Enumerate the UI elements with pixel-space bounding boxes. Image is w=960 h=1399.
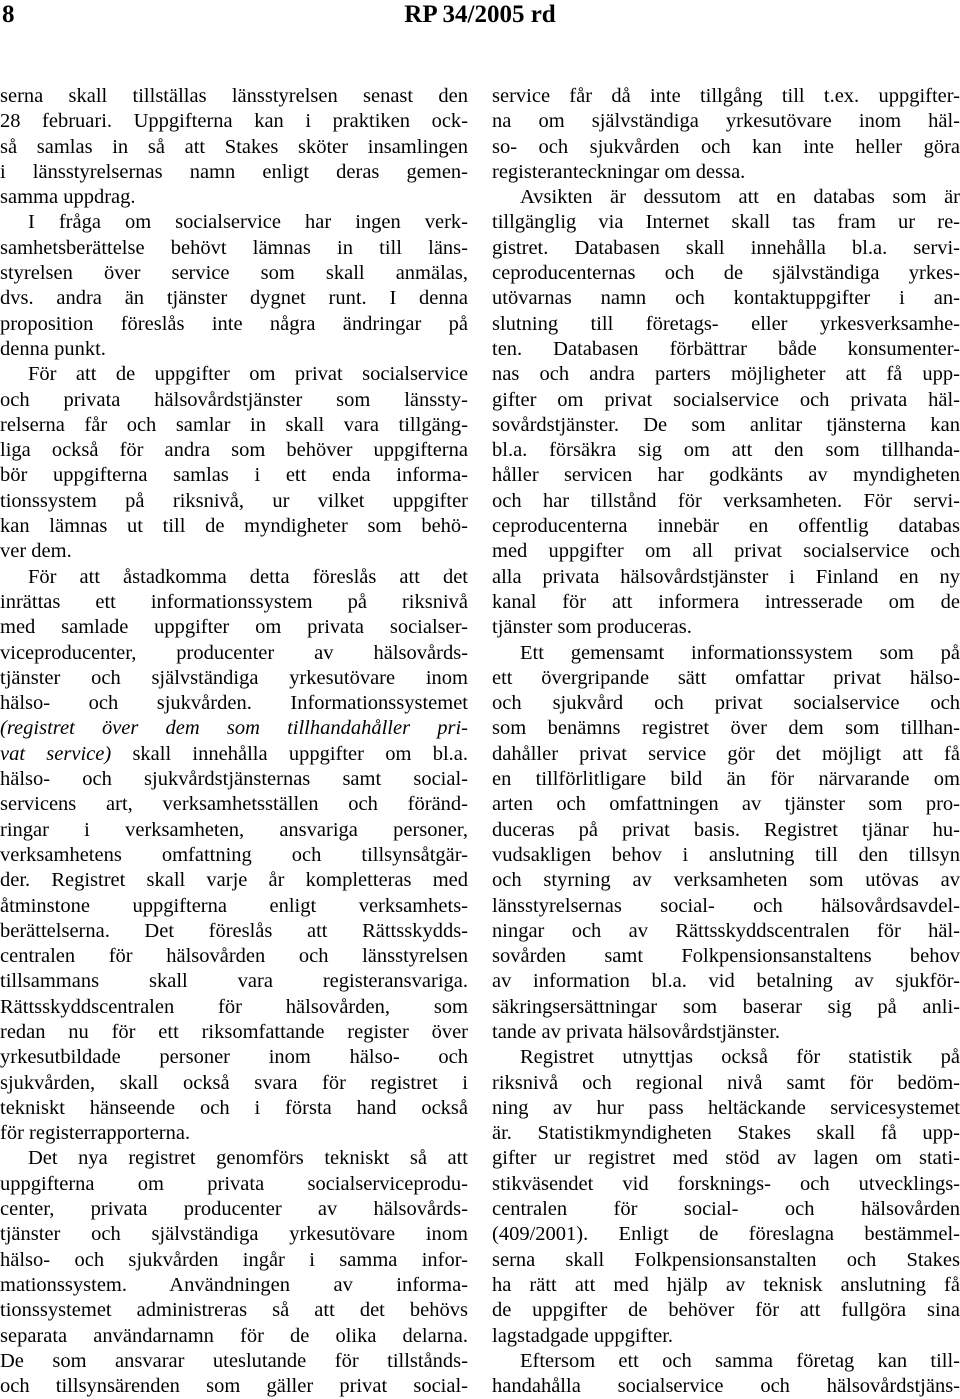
text-line: håller servicen har godkänts av myndigheten: [492, 464, 960, 487]
text-line: ceproducenterna innebär en offentlig databas: [492, 515, 960, 538]
text-line: alla privata hälsovårdstjänster i Finland en ny: [492, 565, 960, 588]
text-line: tillgänglig via Internet skall tas fram ur re-: [492, 211, 960, 234]
text-line: registeranteckningar om dessa.: [492, 160, 746, 183]
text-line: Det nya registret genomförs tekniskt så att: [28, 1147, 468, 1170]
text-line: länsstyrelsernas social- och hälsovårdsavdel-: [492, 894, 960, 917]
text-line: utövarnas namn och kontaktuppgifter i an-: [492, 287, 960, 310]
text-line: vudsakligen behov i anslutning till den tillsyn: [492, 843, 960, 866]
text-line: tande av privata hälsovårdstjänster.: [492, 1020, 781, 1043]
text-line: nas och andra parters möjligheter att få upp-: [492, 363, 960, 386]
text-line: duceras på privat basis. Registret tjänar hu-: [492, 818, 960, 841]
text-line: berättelserna. Det föreslås att Rättsskydds-: [0, 919, 468, 942]
text-line: riksnivå och regional nivå samt för bedöm-: [492, 1071, 960, 1094]
text-line: tjänster och självständiga yrkesutövare inom: [0, 1223, 468, 1246]
text-line: ett övergripande sätt omfattar privat hälso-: [492, 666, 960, 689]
text-line: ringar i verksamheten, ansvariga personer,: [0, 818, 468, 841]
text-line: center, privata producenter av hälsovårds-: [0, 1198, 468, 1221]
left-text-column: [0, 84, 468, 1399]
text-line: lagstadgade uppgifter.: [492, 1324, 674, 1347]
text-line: av information bl.a. vid betalning av sjukför-: [492, 970, 960, 993]
text-line: så samlas in så att Stakes sköter insamlingen: [0, 135, 468, 158]
text-line: tionssystemet administreras så att det behövs: [0, 1299, 468, 1322]
text-line: styrelsen över service som skall anmälas,: [0, 262, 468, 285]
page-number: 8: [2, 1, 15, 28]
text-line: stikväsendet vid forsknings- och utvecklings-: [492, 1172, 960, 1195]
text-line: denna punkt.: [0, 337, 106, 360]
text-line: (409/2001). Enligt de föreslagna bestämmel-: [492, 1223, 960, 1246]
text-line: För att åstadkomma detta föreslås att det: [28, 565, 468, 588]
text-line: ver dem.: [0, 540, 72, 563]
text-line: vat service) skall innehålla uppgifter om bl.a.: [0, 742, 468, 765]
text-line: dvs. andra än tjänster dygnet runt. I denna: [0, 287, 468, 310]
text-line: för registerrapporterna.: [0, 1122, 191, 1145]
text-line: och tillsynsärenden som gäller privat social-: [0, 1375, 468, 1398]
text-line: en tillförlitligare bild än för närvarande om: [492, 768, 960, 791]
text-line: samhetsberättelse behövt lämnas in till läns-: [0, 236, 468, 259]
text-line: service får då inte tillgång till t.ex. uppgifter-: [492, 85, 960, 107]
text-line: sovårdstjänster. De som anlitar tjänsterna kan: [492, 413, 960, 436]
text-line: gistret. Databasen skall innehålla bl.a. servi-: [492, 236, 960, 259]
text-line: Avsikten är dessutom att en databas som är: [520, 186, 960, 209]
text-line: är. Statistikmyndigheten Stakes skall få upp-: [492, 1122, 960, 1145]
text-line: bör uppgifterna samlas i ett enda informa-: [0, 464, 468, 487]
text-line: och sjukvård och privat socialservice och: [492, 692, 960, 715]
text-line: ten. Databasen förbättrar både konsumenter-: [492, 337, 960, 360]
text-line: liga också för andra som behöver uppgifterna: [0, 439, 468, 462]
text-line: tekniskt hänseende och i första hand också: [0, 1096, 468, 1119]
text-line: serna skall Folkpensionsanstalten och Stakes: [492, 1248, 960, 1271]
text-line: viceproducenter, producenter av hälsovårds-: [0, 641, 468, 664]
text-line: och privata hälsovårdstjänster som länssty-: [0, 388, 468, 411]
text-line: Registret utnyttjas också för statistik på: [520, 1046, 960, 1069]
text-line: kan lämnas ut till de myndigheter som behö-: [0, 515, 468, 538]
text-line: som benämns registret över dem som tillhan-: [492, 717, 960, 740]
text-line: proposition föreslås inte några ändringar på: [0, 312, 468, 335]
text-line: arten och omfattningen av tjänster som pro-: [492, 793, 960, 816]
text-line: hälso- och sjukvården ingår i samma infor-: [0, 1248, 468, 1271]
text-line: (registret över dem som tillhandahåller pri-: [0, 717, 468, 740]
text-line: tillsammans skall vara registeransvariga.: [0, 970, 468, 993]
text-line: hälso- och sjukvårdstjänsternas samt social-: [0, 768, 468, 791]
text-line: relserna får och samlar in skall vara tillgäng-: [0, 413, 468, 436]
text-line: yrkesutbildade personer inom hälso- och: [0, 1046, 468, 1069]
text-line: na om självständiga yrkesutövare inom häl-: [492, 110, 960, 133]
text-line: med samlade uppgifter om privata socialser-: [0, 616, 468, 639]
text-line: bl.a. försäkra sig om att den som tillhanda-: [492, 439, 960, 462]
text-line: åtminstone uppgifterna enligt verksamhets-: [0, 894, 468, 917]
text-line: hälso- och sjukvården. Informationssystemet: [0, 692, 468, 715]
text-line: säkringsersättningar som baserar sig på anli-: [492, 995, 960, 1018]
text-line: der. Registret skall varje år kompletteras med: [0, 869, 468, 892]
text-line: ningar och av Rättsskyddscentralen för häl-: [492, 919, 960, 942]
text-line: Eftersom ett och samma företag kan till-: [520, 1349, 960, 1372]
text-line: gifter ur registret med stöd av lagen om stati-: [492, 1147, 960, 1170]
text-line: redan nu för ett riksomfattande register över: [0, 1020, 468, 1043]
text-line: gifter om privat socialservice och privata häl-: [492, 388, 960, 411]
text-line: ceproducenternas och de självständiga yrkes-: [492, 262, 960, 285]
text-line: sovården samt Folkpensionsanstaltens behov: [492, 945, 960, 968]
document-title: RP 34/2005 rd: [404, 1, 556, 28]
text-line: tjänster som produceras.: [492, 616, 692, 639]
text-line: separata användarnamn för de olika delarna.: [0, 1324, 468, 1347]
text-line: centralen för hälsovården och länsstyrelsen: [0, 945, 468, 968]
text-line: och styrning av verksamheten som utövas av: [492, 869, 960, 892]
text-line: servicens art, verksamhetsställen och föränd-: [0, 793, 468, 816]
text-line: sjukvården, skall också svara för registret i: [0, 1071, 468, 1094]
text-line: verksamhetens omfattning och tillsynsåtgär-: [0, 843, 468, 866]
text-line: ning av hur pass heltäckande servicesystemet: [492, 1096, 960, 1119]
text-line: samma uppdrag.: [0, 186, 136, 209]
text-line: De som ansvarar uteslutande för tillstånds-: [0, 1349, 468, 1372]
text-line: 28 februari. Uppgifterna kan i praktiken ock-: [0, 110, 468, 133]
text-line: mationssystem. Användningen av informa-: [0, 1273, 468, 1296]
text-line: so- och sjukvården och kan inte heller göra: [492, 135, 960, 158]
text-line: ha rätt att med hjälp av teknisk anslutning få: [492, 1273, 960, 1296]
right-text-column: [492, 84, 960, 1399]
text-line: För att de uppgifter om privat socialservice: [28, 363, 468, 386]
text-line: och har tillstånd för verksamheten. För servi-: [492, 489, 960, 512]
text-line: med uppgifter om all privat socialservice och: [492, 540, 960, 563]
text-line: uppgifterna om privata socialserviceprodu-: [0, 1172, 468, 1195]
text-line: I fråga om socialservice har ingen verk-: [28, 211, 468, 234]
text-line: handahålla socialservice och hälsovårdstjäns-: [492, 1375, 960, 1398]
text-line: dahåller privat service gör det möjligt att få: [492, 742, 960, 765]
text-line: de uppgifter de behöver för att fullgöra sina: [492, 1299, 960, 1322]
text-line: tjänster och självständiga yrkesutövare inom: [0, 666, 468, 689]
text-line: inrättas ett informationssystem på riksnivå: [0, 590, 468, 613]
text-line: tionssystem på riksnivå, ur vilket uppgifter: [0, 489, 468, 512]
text-line: slutning till företags- eller yrkesverksamhe-: [492, 312, 960, 335]
text-line: Ett gemensamt informationssystem som på: [520, 641, 960, 664]
text-line: serna skall tillställas länsstyrelsen senast den: [0, 85, 468, 107]
text-line: kanal för att informera intresserade om de: [492, 590, 960, 613]
text-line: i länsstyrelsernas namn enligt deras gemen-: [0, 160, 468, 183]
text-line: centralen för social- och hälsovården: [492, 1198, 960, 1221]
text-line: Rättsskyddscentralen för hälsovården, som: [0, 995, 468, 1018]
